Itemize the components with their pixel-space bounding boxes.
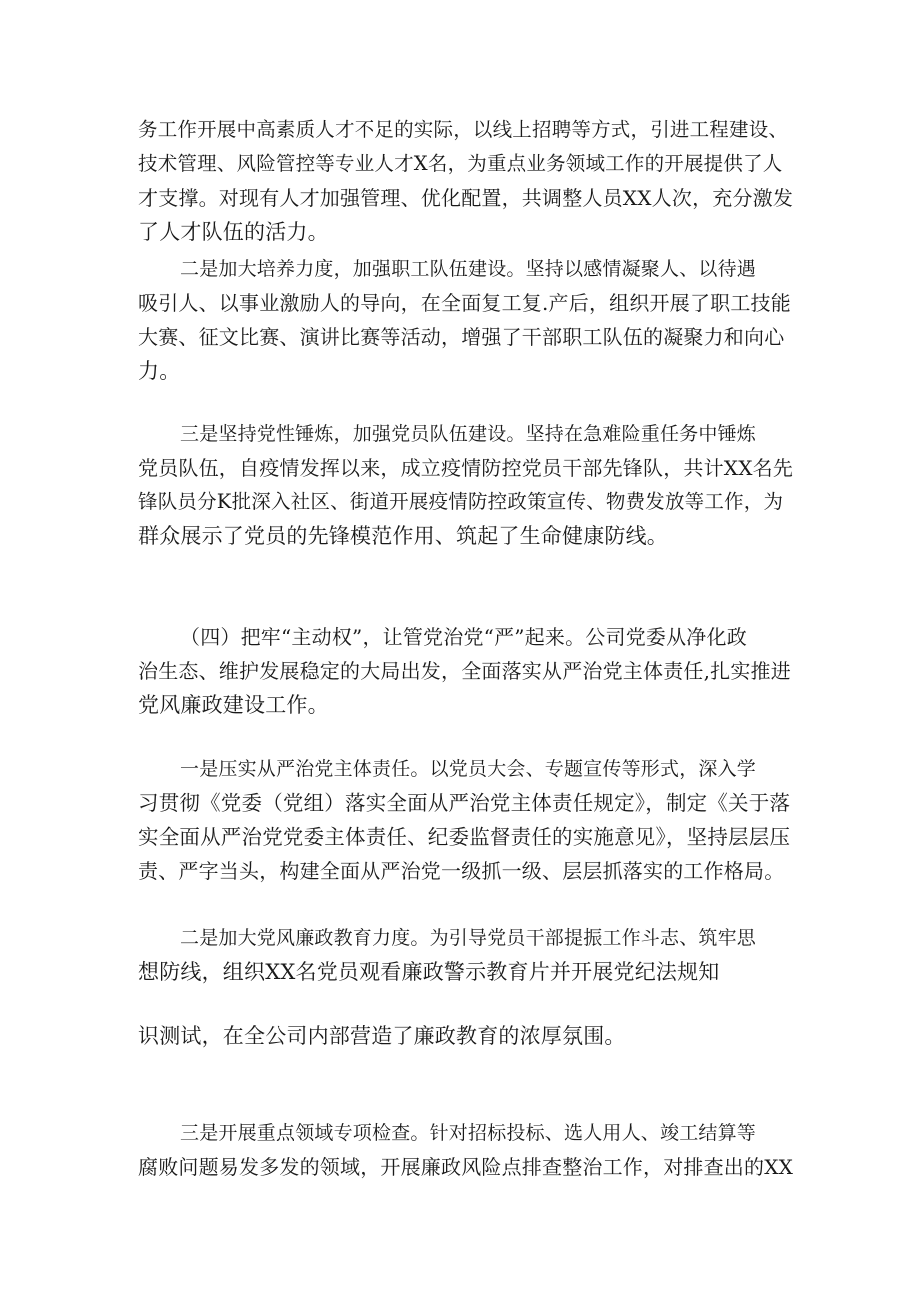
text-line: 锋队员分K批深入社区、街道开展疫情防控政策宣传、物费发放等工作，为 [138,490,784,513]
text-line: 党风廉政建设工作。 [138,693,329,717]
text-line: 才支撑。对现有人才加强管理、优化配置，共调整人员XX人次，充分激发 [138,186,794,210]
text-line: 一是压实从严治党主体责任。以党员大会、专题宣传等形式，深入学 [180,758,757,780]
text-line: 识测试，在全公司内部营造了廉政教育的浓厚氛围。 [138,1024,626,1048]
text-line: 腐败问题易发多发的领域，开展廉政风险点排查整治工作，对排查出的XX [138,1155,794,1179]
text-line: 实全面从严治党党委主体责任、纪委监督责任的实施意见》，坚持层层压 [138,825,791,849]
text-line: 党员队伍，自疫情发挥以来，成立疫情防控党员干部先锋队，共计XX名先 [138,456,794,480]
text-line: 群众展示了党员的先锋模范作用、筑起了生命健康防线。 [138,524,668,548]
text-line: 三是开展重点领域专项检查。针对招标投标、选人用人、竣工结算等 [180,1122,757,1144]
paragraph-party-member-team [138,417,798,553]
text-line: 务工作开展中高素质人才不足的实际，以线上招聘等方式，引进工程建设、 [138,118,789,141]
text-line: 力。 [138,359,181,383]
paragraph-integrity-education [138,921,798,989]
paragraph-integrity-education-continued [138,1019,798,1053]
text-line: 二是加大党风廉政教育力度。为引导党员干部提振工作斗志、筑牢思 [180,927,757,949]
paragraph-staff-training [138,252,798,388]
text-line: 大赛、征文比赛、演讲比赛等活动，增强了干部职工队伍的凝聚力和向心 [138,325,785,349]
paragraph-section-four-heading [138,620,798,722]
text-line: 技术管理、风险管控等专业人才X名，为重点业务领域工作的开展提供了人 [138,152,783,175]
paragraph-responsibility [138,752,798,888]
text-line: 吸引人、以事业激励人的导向，在全面复工复.产后，组织开展了职工技能 [138,291,791,315]
paragraph-talent-recruitment [138,113,798,249]
paragraph-key-area-inspection [138,1116,798,1184]
text-line: 习贯彻《党委（党组）落实全面从严治党主体责任规定》，制定《关于落 [138,791,791,815]
text-line: 二是加大培养力度，加强职工队伍建设。坚持以感情凝聚人、以待遇 [180,258,757,280]
text-line: 三是坚持党性锤炼，加强党员队伍建设。坚持在急难险重任务中锤炼 [180,423,757,445]
text-line: 责、严字当头，构建全面从严治党一级抓一级、层层抓落实的工作格局。 [138,859,785,883]
text-line: 治生态、维护发展稳定的大局出发，全面落实从严治党主体责任,扎实推进 [138,659,791,683]
text-line: （四）把牢“主动权”，让管党治党“严”起来。公司党委从净化政 [180,625,747,649]
text-line: 了人才队伍的活力。 [138,220,329,244]
text-line: 想防线，组织XX名党员观看廉政警示教育片并开展党纪法规知 [138,960,720,984]
